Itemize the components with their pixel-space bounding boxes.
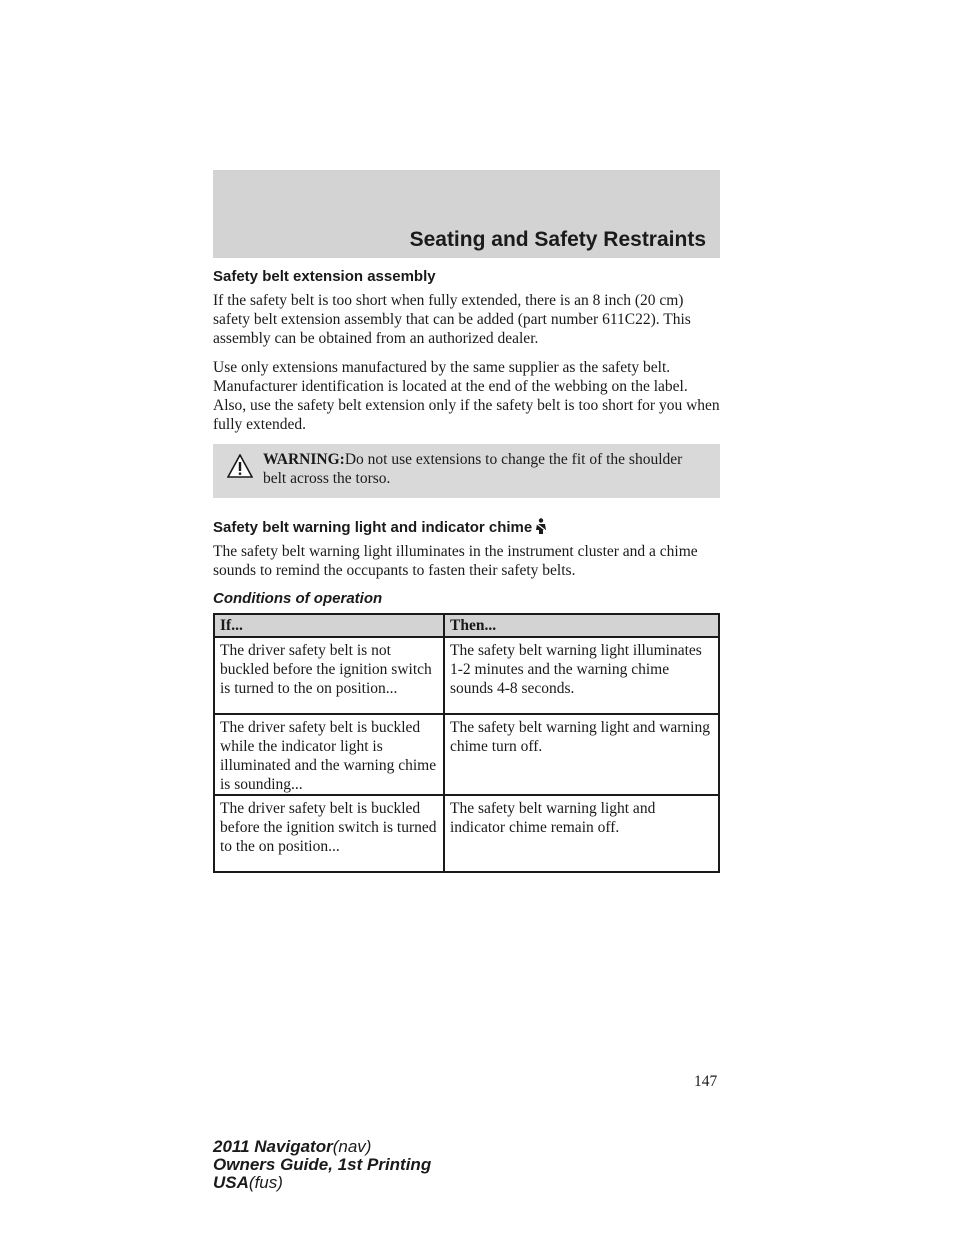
seatbelt-icon bbox=[534, 518, 548, 534]
table-cell-if: The driver safety belt is buckled before the ignition switch is turned to the on position... bbox=[214, 795, 444, 872]
footer-line-3 bbox=[213, 1174, 431, 1192]
chime-paragraph: The safety belt warning light illuminates in the instrument cluster and a chime sounds to remind the occupants to fasten their safety belts. bbox=[213, 543, 698, 579]
footer-line-2 bbox=[213, 1156, 431, 1174]
conditions-heading: Conditions of operation bbox=[213, 590, 383, 607]
footer-region-code: (fus) bbox=[248, 1173, 283, 1192]
extension-paragraph-2: Use only extensions manufactured by the same supplier as the safety belt. Manufacturer identification is located at the end of the webbing on the label. Also, use the safety belt extension only if the safety belt is too short for you when fully extended. bbox=[213, 359, 720, 433]
table-cell-if: The driver safety belt is not buckled before the ignition switch is turned to the on position... bbox=[214, 637, 444, 714]
warning-triangle-icon bbox=[227, 454, 253, 478]
page-number: 147 bbox=[694, 1073, 718, 1090]
table-row bbox=[214, 714, 719, 795]
footer-model-code: (nav) bbox=[332, 1137, 372, 1156]
conditions-table bbox=[213, 613, 720, 873]
chime-heading-row bbox=[213, 518, 720, 536]
column-header-if: If... bbox=[214, 614, 444, 637]
footer-model: 2011 Navigator bbox=[213, 1137, 333, 1156]
footer-line-1 bbox=[213, 1138, 431, 1156]
section-header-band bbox=[213, 170, 720, 258]
table-cell-then: The safety belt warning light illuminates 1-2 minutes and the warning chime sounds 4-8 seconds. bbox=[444, 637, 719, 714]
table-cell-then: The safety belt warning light and indicator chime remain off. bbox=[444, 795, 719, 872]
warning-text: Do not use extensions to change the fit of the shoulder belt across the torso. bbox=[263, 451, 683, 487]
page-content bbox=[213, 268, 720, 873]
table-row bbox=[214, 795, 719, 872]
table-row bbox=[214, 637, 719, 714]
footer-region: USA bbox=[213, 1173, 249, 1192]
column-header-then: Then... bbox=[444, 614, 719, 637]
table-cell-if: The driver safety belt is buckled while the indicator light is illuminated and the warning chime is sounding... bbox=[214, 714, 444, 795]
table-cell-then: The safety belt warning light and warning chime turn off. bbox=[444, 714, 719, 795]
chime-heading: Safety belt warning light and indicator chime bbox=[213, 519, 533, 536]
warning-label: WARNING: bbox=[263, 451, 345, 468]
section-title: Seating and Safety Restraints bbox=[409, 228, 706, 251]
table-header-row bbox=[214, 614, 719, 637]
warning-box bbox=[213, 444, 720, 498]
document-footer bbox=[213, 1138, 431, 1192]
extension-heading: Safety belt extension assembly bbox=[213, 268, 436, 285]
footer-guide: Owners Guide, 1st Printing bbox=[213, 1155, 432, 1174]
extension-paragraph-1: If the safety belt is too short when fully extended, there is an 8 inch (20 cm) safety belt extension assembly that can be added (part number 611C22). This assembly can be obtained from an authorized dealer. bbox=[213, 292, 691, 347]
